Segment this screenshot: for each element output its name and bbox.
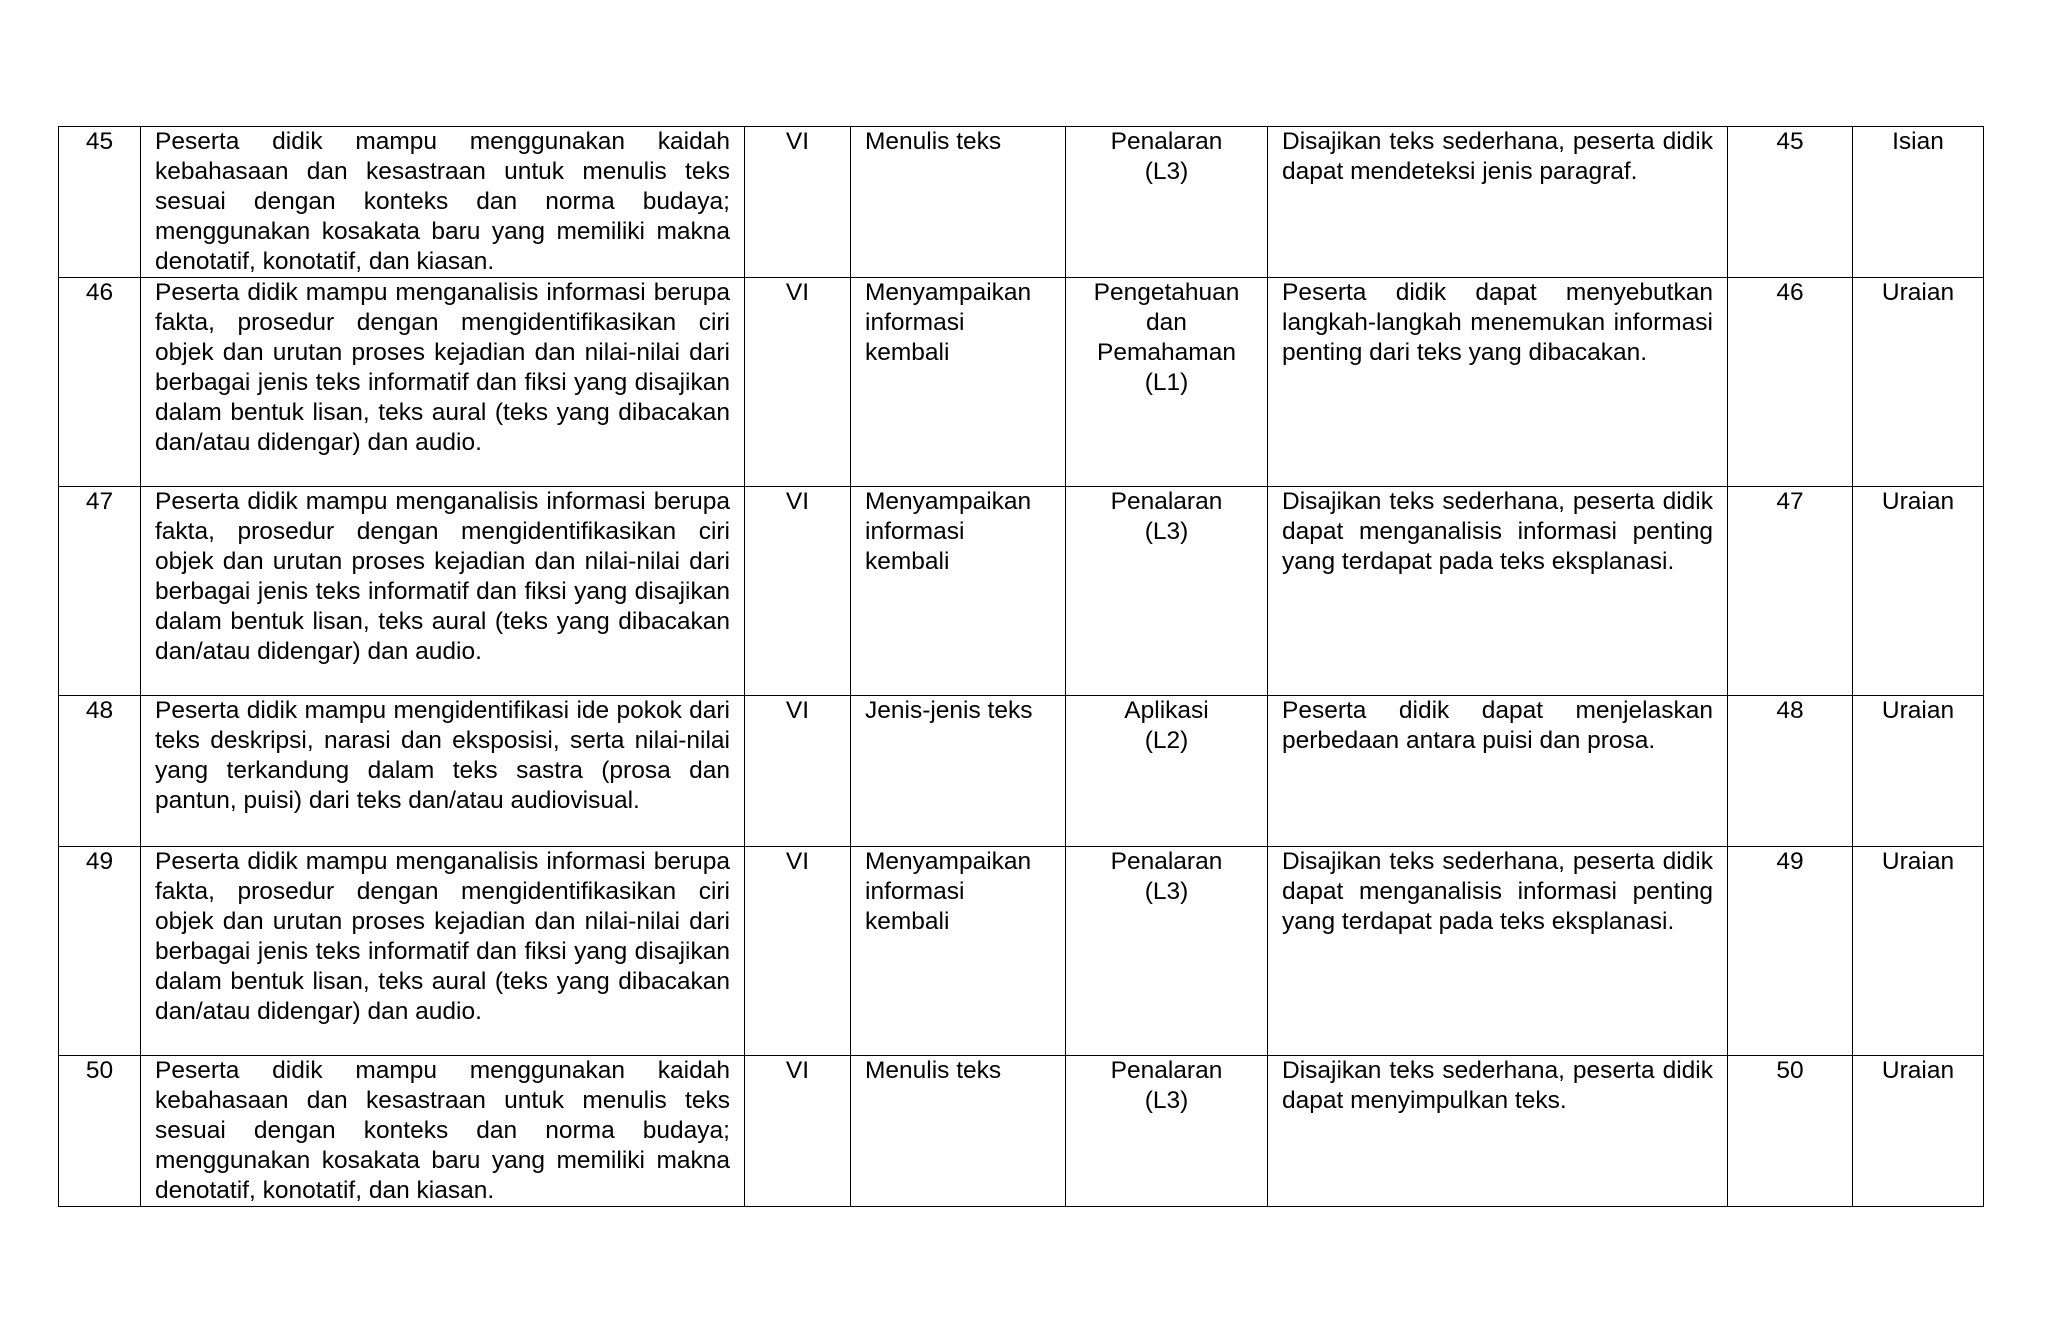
level-cell xyxy=(1066,487,1268,696)
nomor-soal-cell: 49 xyxy=(1728,847,1853,1056)
table-row xyxy=(59,127,1984,278)
nomor-soal-cell: 47 xyxy=(1728,487,1853,696)
table-row xyxy=(59,487,1984,696)
level-line: (L2) xyxy=(1144,727,1189,754)
materi-cell xyxy=(851,278,1066,487)
bentuk-soal-cell: Isian xyxy=(1853,127,1984,278)
bentuk-soal-cell: Uraian xyxy=(1853,278,1984,487)
kompetensi-cell: Peserta didik mampu menganalisis informasi berupa fakta, prosedur dengan mengidentifikasikan ciri objek dan urutan proses kejadian dan nilai-nilai dari berbagai jenis teks informatif dan fiksi yang disajikan dalam bentuk lisan, teks aural (teks yang dibacakan dan/atau didengar) dan audio. xyxy=(141,487,745,696)
level-cell xyxy=(1066,127,1268,278)
level-line: (L3) xyxy=(1144,518,1189,545)
materi-cell xyxy=(851,487,1066,696)
indikator-cell: Peserta didik dapat menyebutkan langkah-langkah menemukan informasi penting dari teks yang dibacakan. xyxy=(1268,278,1728,487)
indikator-cell: Disajikan teks sederhana, peserta didik dapat menyimpulkan teks. xyxy=(1268,1056,1728,1207)
level-cell xyxy=(1066,278,1268,487)
level-line: (L3) xyxy=(1144,158,1189,185)
indikator-cell: Disajikan teks sederhana, peserta didik dapat mendeteksi jenis paragraf. xyxy=(1268,127,1728,278)
materi-cell: Menulis teks xyxy=(851,127,1066,278)
bentuk-soal-cell: Uraian xyxy=(1853,696,1984,847)
kelas-cell: VI xyxy=(745,1056,851,1207)
table-row xyxy=(59,696,1984,847)
materi-line: Menyampaikan xyxy=(865,488,1032,515)
materi-line: Menyampaikan xyxy=(865,848,1032,875)
level-line: Pemahaman xyxy=(1097,339,1236,366)
level-line: Penalaran xyxy=(1110,1057,1223,1084)
level-line: Penalaran xyxy=(1110,128,1223,155)
table-row xyxy=(59,278,1984,487)
kompetensi-cell: Peserta didik mampu menganalisis informasi berupa fakta, prosedur dengan mengidentifikasikan ciri objek dan urutan proses kejadian dan nilai-nilai dari berbagai jenis teks informatif dan fiksi yang disajikan dalam bentuk lisan, teks aural (teks yang dibacakan dan/atau didengar) dan audio. xyxy=(141,278,745,487)
indikator-cell: Disajikan teks sederhana, peserta didik dapat menganalisis informasi penting yang terdapat pada teks eksplanasi. xyxy=(1268,487,1728,696)
level-line: Penalaran xyxy=(1110,848,1223,875)
materi-line: kembali xyxy=(865,908,950,935)
bentuk-soal-cell: Uraian xyxy=(1853,847,1984,1056)
indikator-cell: Peserta didik dapat menjelaskan perbedaan antara puisi dan prosa. xyxy=(1268,696,1728,847)
level-cell xyxy=(1066,696,1268,847)
kelas-cell: VI xyxy=(745,127,851,278)
table-row xyxy=(59,847,1984,1056)
kelas-cell: VI xyxy=(745,847,851,1056)
nomor-soal-cell: 48 xyxy=(1728,696,1853,847)
level-cell xyxy=(1066,1056,1268,1207)
materi-cell: Menulis teks xyxy=(851,1056,1066,1207)
level-line: Pengetahuan xyxy=(1093,279,1240,306)
kelas-cell: VI xyxy=(745,487,851,696)
level-line: Penalaran xyxy=(1110,488,1223,515)
materi-line: informasi xyxy=(865,518,965,545)
nomor-soal-cell: 45 xyxy=(1728,127,1853,278)
level-line: (L3) xyxy=(1144,1087,1189,1114)
bentuk-soal-cell: Uraian xyxy=(1853,1056,1984,1207)
materi-cell: Jenis-jenis teks xyxy=(851,696,1066,847)
nomor-soal-cell: 46 xyxy=(1728,278,1853,487)
level-line: (L3) xyxy=(1144,878,1189,905)
materi-line: informasi xyxy=(865,878,965,905)
level-line: Aplikasi xyxy=(1124,697,1209,724)
row-number: 50 xyxy=(59,1056,141,1207)
row-number: 49 xyxy=(59,847,141,1056)
kompetensi-cell: Peserta didik mampu menggunakan kaidah kebahasaan dan kesastraan untuk menulis teks sesuai dengan konteks dan norma budaya; menggunakan kosakata baru yang memiliki makna denotatif, konotatif, dan kiasan. xyxy=(141,127,745,278)
materi-cell xyxy=(851,847,1066,1056)
row-number: 47 xyxy=(59,487,141,696)
materi-line: kembali xyxy=(865,339,950,366)
materi-line: informasi xyxy=(865,309,965,336)
level-line: (L1) xyxy=(1144,369,1189,396)
kelas-cell: VI xyxy=(745,696,851,847)
kisi-kisi-table xyxy=(58,126,1984,1207)
level-line: dan xyxy=(1146,309,1187,336)
row-number: 48 xyxy=(59,696,141,847)
materi-line: kembali xyxy=(865,548,950,575)
bentuk-soal-cell: Uraian xyxy=(1853,487,1984,696)
kompetensi-cell: Peserta didik mampu menganalisis informasi berupa fakta, prosedur dengan mengidentifikasikan ciri objek dan urutan proses kejadian dan nilai-nilai dari berbagai jenis teks informatif dan fiksi yang disajikan dalam bentuk lisan, teks aural (teks yang dibacakan dan/atau didengar) dan audio. xyxy=(141,847,745,1056)
row-number: 45 xyxy=(59,127,141,278)
kelas-cell: VI xyxy=(745,278,851,487)
row-number: 46 xyxy=(59,278,141,487)
materi-line: Menyampaikan xyxy=(865,279,1032,306)
indikator-cell: Disajikan teks sederhana, peserta didik dapat menganalisis informasi penting yang terdapat pada teks eksplanasi. xyxy=(1268,847,1728,1056)
kompetensi-cell: Peserta didik mampu menggunakan kaidah kebahasaan dan kesastraan untuk menulis teks sesuai dengan konteks dan norma budaya; menggunakan kosakata baru yang memiliki makna denotatif, konotatif, dan kiasan. xyxy=(141,1056,745,1207)
kompetensi-cell: Peserta didik mampu mengidentifikasi ide pokok dari teks deskripsi, narasi dan eksposisi, serta nilai-nilai yang terkandung dalam teks sastra (prosa dan pantun, puisi) dari teks dan/atau audiovisual. xyxy=(141,696,745,847)
nomor-soal-cell: 50 xyxy=(1728,1056,1853,1207)
table-row xyxy=(59,1056,1984,1207)
level-cell xyxy=(1066,847,1268,1056)
